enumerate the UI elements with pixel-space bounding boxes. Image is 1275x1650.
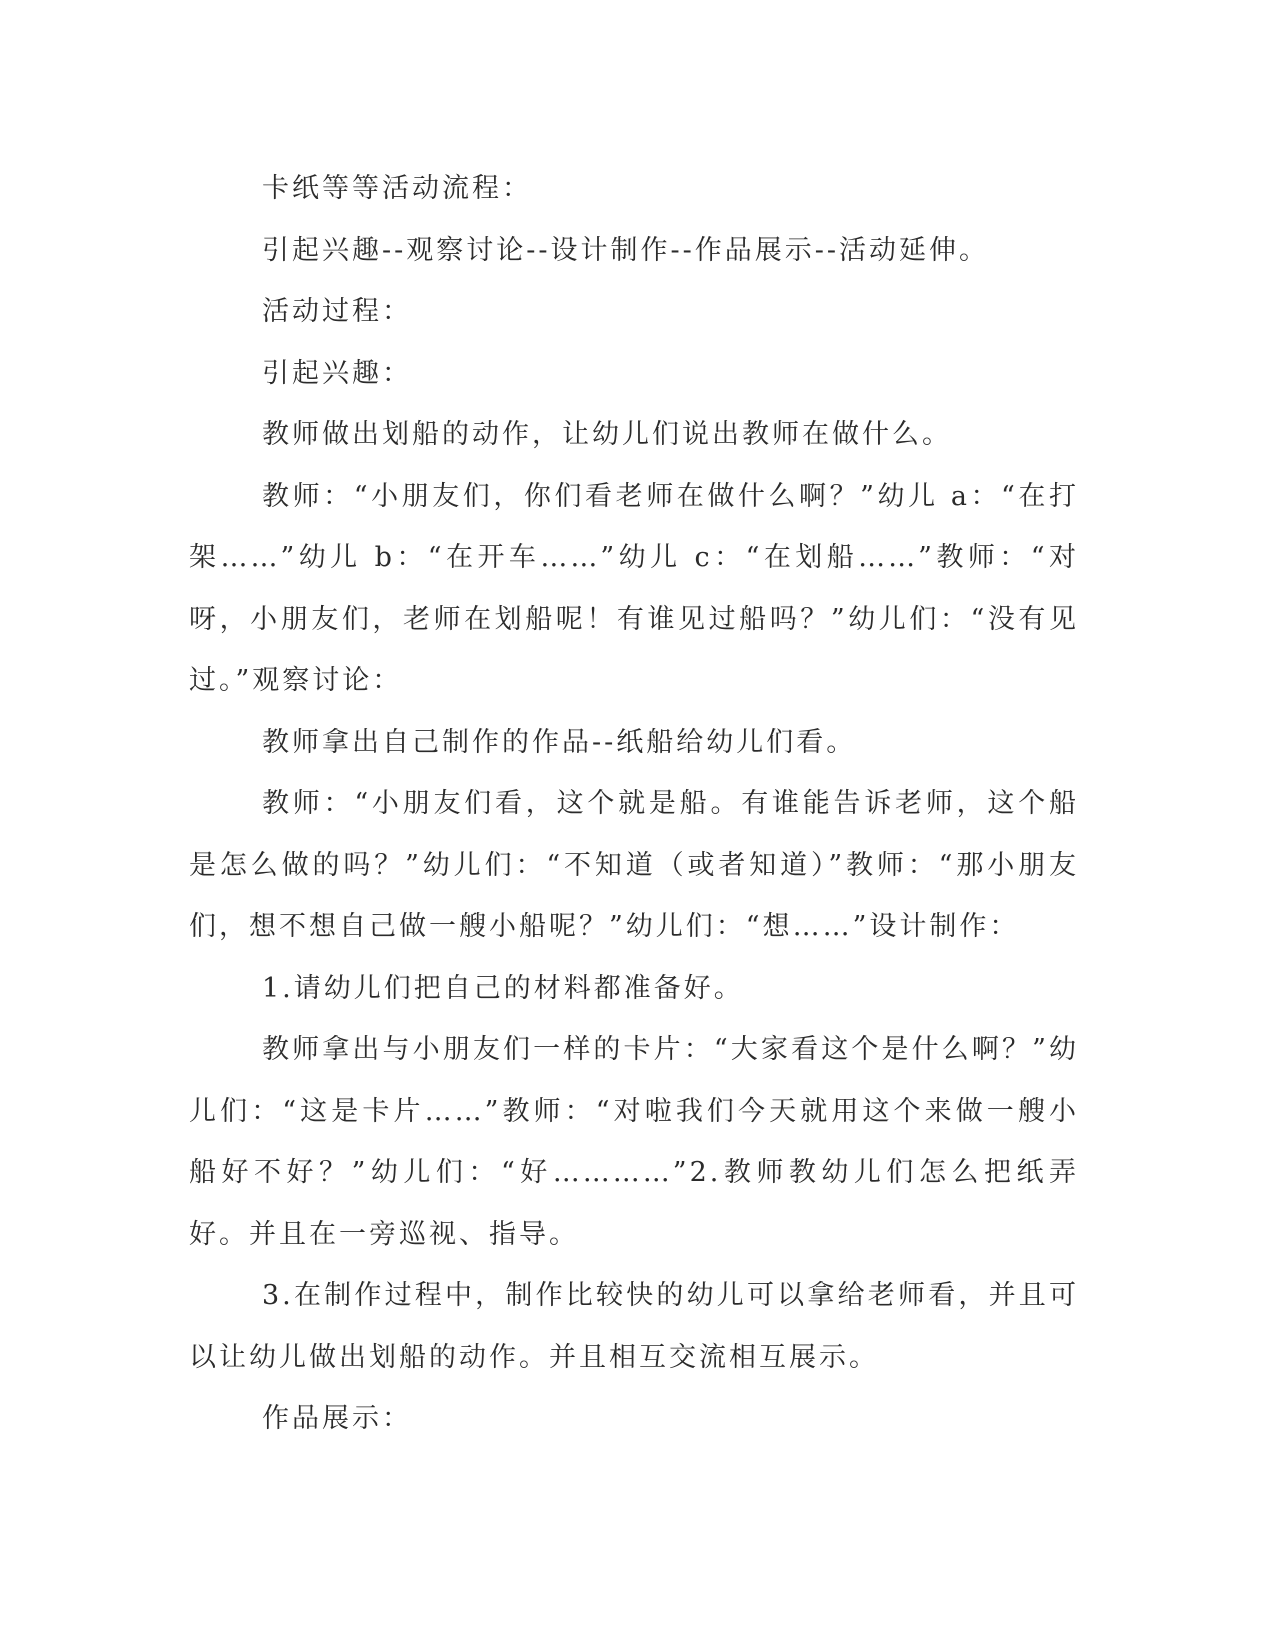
paragraph-dialogue-1: 教师：“小朋友们，你们看老师在做什么啊？”幼儿 a：“在打架……”幼儿 b：“在开车……”幼儿 c：“在划船……”教师：“对呀，小朋友们，老师在划船呢！有谁见过船吗？”幼儿们：“没有见过。”观察讨论： xyxy=(189,480,1079,696)
paragraph-step-3: 3.在制作过程中，制作比较快的幼儿可以拿给老师看，并且可以让幼儿做出划船的动作。并且相互交流相互展示。 xyxy=(189,1280,1079,1373)
heading-activity-process: 活动过程： xyxy=(262,296,412,327)
heading-arouse-interest: 引起兴趣： xyxy=(262,357,412,389)
paragraph-step-1: 1.请幼儿们把自己的材料都准备好。 xyxy=(262,972,744,1004)
paragraph-materials-process: 卡纸等等活动流程： xyxy=(262,173,532,204)
paragraph-teacher-rowing: 教师做出划船的动作，让幼儿们说出教师在做什么。 xyxy=(262,419,952,450)
paragraph-paper-boat: 教师拿出自己制作的作品--纸船给幼儿们看。 xyxy=(262,726,857,758)
document-body xyxy=(189,158,1079,1450)
paragraph-dialogue-3: 教师拿出与小朋友们一样的卡片：“大家看这个是什么啊？”幼儿们：“这是卡片……”教师：“对啦我们今天就用这个来做一艘小船好不好？”幼儿们：“好…………”2.教师教幼儿们怎么把纸弄好。并且在一旁巡视、指导。 xyxy=(189,1034,1079,1250)
paragraph-process-steps: 引起兴趣--观察讨论--设计制作--作品展示--活动延伸。 xyxy=(262,234,989,266)
heading-works-display: 作品展示： xyxy=(262,1403,412,1434)
paragraph-dialogue-2: 教师：“小朋友们看，这个就是船。有谁能告诉老师，这个船是怎么做的吗？”幼儿们：“不知道（或者知道）”教师：“那小朋友们，想不想自己做一艘小船呢？”幼儿们：“想……”设计制作： xyxy=(189,788,1079,942)
